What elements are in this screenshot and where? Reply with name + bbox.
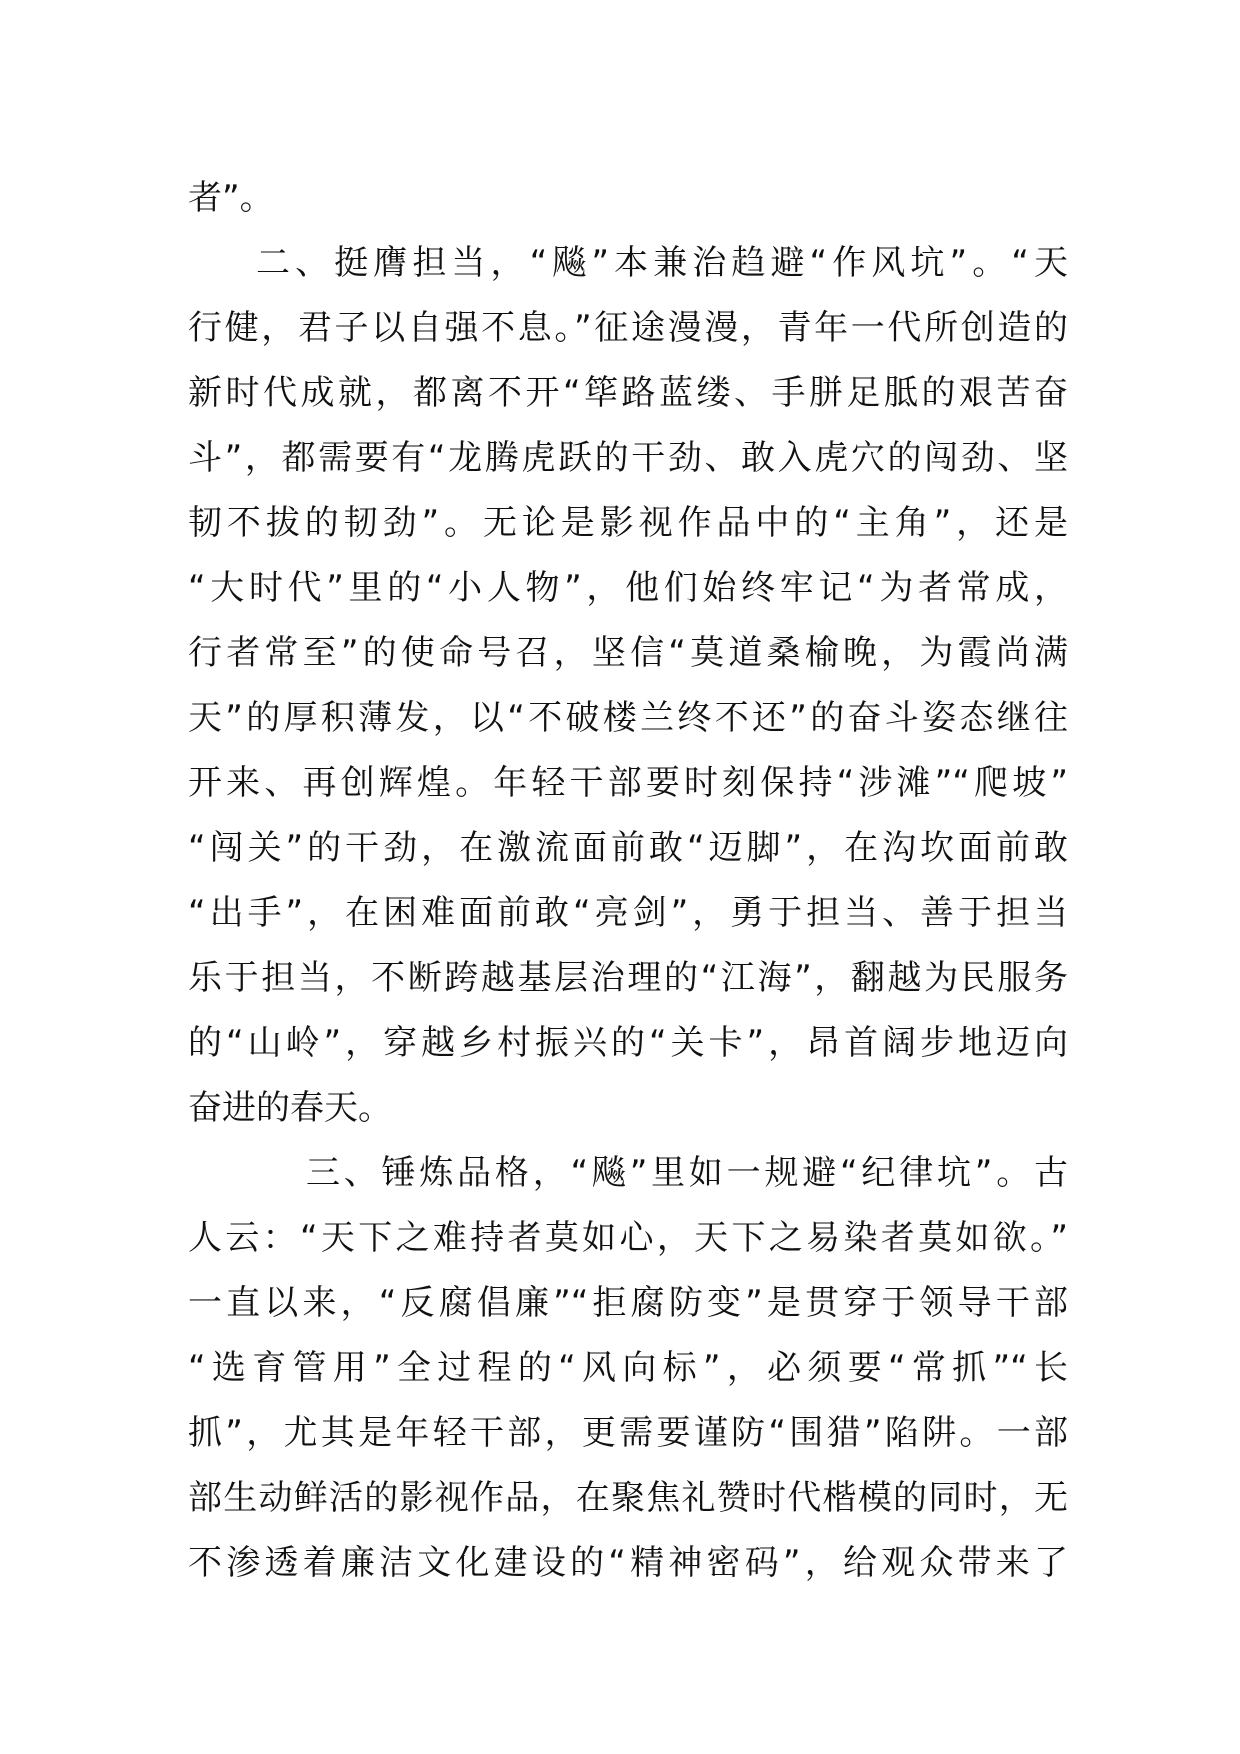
text-line: “出手”，在困难面前敢“亮剑”，勇于担当、善于担当 <box>188 893 1068 933</box>
text-line: “大时代”里的“小人物”，他们始终牢记“为者常成， <box>188 568 1068 608</box>
text-line: 不渗透着廉洁文化建设的“精神密码”，给观众带来了 <box>188 1543 1068 1583</box>
text-line: 一直以来，“反腐倡廉”“拒腐防变”是贯穿于领导干部 <box>188 1283 1068 1323</box>
section-heading-2: 二、挺膺担当，“飚”本兼治趋避“作风坑”。“天 <box>256 243 1068 283</box>
text-line: “选育管用”全过程的“风向标”，必须要“常抓”“长 <box>188 1348 1068 1388</box>
text-line: 部生动鲜活的影视作品，在聚焦礼赞时代楷模的同时，无 <box>188 1478 1068 1518</box>
section-heading-3: 三、锤炼品格，“飚”里如一规避“纪律坑”。古 <box>306 1153 1068 1193</box>
text-line: 行者常至”的使命号召，坚信“莫道桑榆晚，为霞尚满 <box>188 633 1068 673</box>
text-line: 斗”，都需要有“龙腾虎跃的干劲、敢入虎穴的闯劲、坚 <box>188 438 1068 478</box>
text-line: 乐于担当，不断跨越基层治理的“江海”，翻越为民服务 <box>188 958 1068 998</box>
text-line: “闯关”的干劲，在激流面前敢“迈脚”，在沟坎面前敢 <box>188 828 1068 868</box>
body-text <box>188 166 1068 1596</box>
text-line: 者”。 <box>188 178 274 218</box>
text-line: 开来、再创辉煌。年轻干部要时刻保持“涉滩”“爬坡” <box>188 763 1068 803</box>
text-line: 新时代成就，都离不开“筚路蓝缕、手胼足胝的艰苦奋 <box>188 373 1068 413</box>
text-line: 奋进的春天。 <box>188 1088 392 1128</box>
text-line: 天”的厚积薄发，以“不破楼兰终不还”的奋斗姿态继往 <box>188 698 1068 738</box>
text-line: 抓”，尤其是年轻干部，更需要谨防“围猎”陷阱。一部 <box>188 1413 1068 1453</box>
text-line: 的“山岭”，穿越乡村振兴的“关卡”，昂首阔步地迈向 <box>188 1023 1068 1063</box>
text-line: 韧不拔的韧劲”。无论是影视作品中的“主角”，还是 <box>188 503 1068 543</box>
text-line: 人云：“天下之难持者莫如心，天下之易染者莫如欲。” <box>188 1218 1068 1258</box>
text-line: 行健，君子以自强不息。”征途漫漫，青年一代所创造的 <box>188 308 1068 348</box>
